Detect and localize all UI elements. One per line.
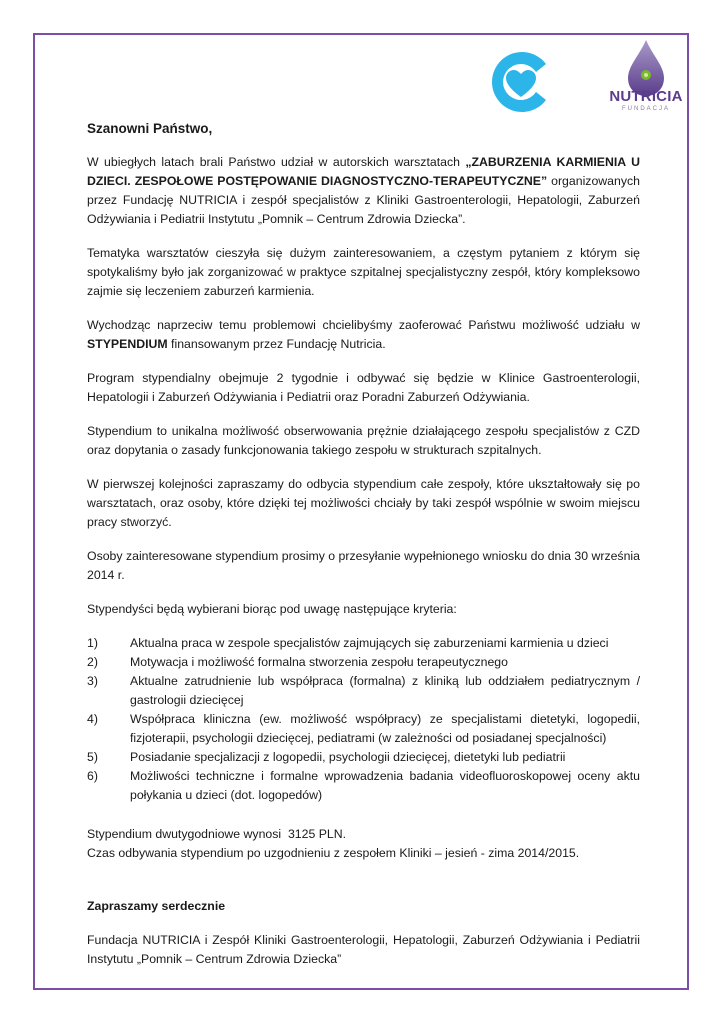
nutricia-wordmark: NUTRICIA xyxy=(609,88,683,105)
list-item: 3) Aktualne zatrudnienie lub współpraca (formalna) z kliniką lub oddziałem pediatrycznym / gastrologii dziecięcej xyxy=(87,674,640,707)
stipend-details xyxy=(87,825,640,863)
paragraph-deadline: Osoby zainteresowane stypendium prosimy o przesyłanie wypełnionego wniosku do dnia 30 września 2014 r. xyxy=(87,549,640,582)
list-item: 4) Współpraca kliniczna (ew. możliwość współpracy) ze specjalistami dietetyki, logopedii, fizjoterapii, psychologii dziecięcej, pediatrami (w zależności od posiadanej specjalności) xyxy=(87,712,640,745)
signature: Fundacja NUTRICIA i Zespół Kliniki Gastroenterologii, Hepatologii, Zaburzeń Odżywiania i Pediatrii Instytutu „Pomnik – Centrum Zdrowia Dziecka” xyxy=(87,933,640,966)
stipend-timing: Czas odbywania stypendium po uzgodnieniu z zespołem Kliniki – jesień - zima 2014/2015. xyxy=(87,846,580,860)
header-logos xyxy=(0,0,725,130)
czd-heart-logo-icon xyxy=(486,47,556,117)
paragraph-offer: Wychodząc naprzeciw temu problemowi chcielibyśmy zaoferować Państwu możliwość udziału w STYPENDIUM finansowanym przez Fundację Nutricia. xyxy=(87,318,640,351)
letter-body xyxy=(87,119,640,984)
stipend-amount: Stypendium dwutygodniowe wynosi 3125 PLN. xyxy=(87,827,347,841)
workshop-title: „ZABURZENIA KARMIENIA U DZIECI. ZESPOŁOWE POSTĘPOWANIE DIAGNOSTYCZNO-TERAPEUTYCZNE” xyxy=(87,155,640,188)
paragraph-opportunity: Stypendium to unikalna możliwość obserwowania prężnie działającego zespołu specjalistów z CZD oraz dopytania o zasady funkcjonowania takiego zespołu w strukturach szpitalnych. xyxy=(87,424,640,457)
paragraph-criteria-intro: Stypendyści będą wybierani biorąc pod uwagę następujące kryteria: xyxy=(87,602,457,616)
nutricia-subtitle: FUNDACJA xyxy=(621,106,670,112)
list-item: 6) Możliwości techniczne i formalne wprowadzenia badania videofluoroskopowej oceny aktu połykania u dzieci (dot. logopedów) xyxy=(87,769,640,802)
list-item: 5) Posiadanie specjalizacji z logopedii, psychologii dziecięcej, dietetyki lub pediatrii xyxy=(87,750,566,764)
paragraph-priority: W pierwszej kolejności zapraszamy do odbycia stypendium całe zespoły, które ukształtowały się po warsztatach, oraz osoby, które dzięki tej możliwości chciały by taki zespół wspólnie w swoim miejscu pracy stworzyć. xyxy=(87,477,640,529)
list-item: 2) Motywacja i możliwość formalna stworzenia zespołu terapeutycznego xyxy=(87,655,508,669)
criteria-list xyxy=(87,634,640,805)
list-item: 1) Aktualna praca w zespole specjalistów zajmujących się zaburzeniami karmienia u dzieci xyxy=(87,636,609,650)
stipend-keyword: STYPENDIUM xyxy=(87,337,168,351)
paragraph-workshops: W ubiegłych latach brali Państwo udział w autorskich warsztatach „ZABURZENIA KARMIENIA U DZIECI. ZESPOŁOWE POSTĘPOWANIE DIAGNOSTYCZNO-TERAPEUTYCZNE” organizowanych przez Fundację NUTRICIA i zespół specjalistów z Kliniki Gastroenterologii, Hepatologii, Zaburzeń Odżywiania i Pediatrii Instytutu „Pomnik – Centrum Zdrowia Dziecka”. xyxy=(87,155,640,226)
closing-line: Zapraszamy serdecznie xyxy=(87,899,226,913)
greeting: Szanowni Państwo, xyxy=(87,121,213,136)
paragraph-program: Program stypendialny obejmuje 2 tygodnie i odbywać się będzie w Klinice Gastroenterologii, Hepatologii i Zaburzeń Odżywiania i Pediatrii oraz Poradni Zaburzeń Odżywiania. xyxy=(87,371,640,404)
paragraph-interest: Tematyka warsztatów cieszyła się dużym zainteresowaniem, a częstym pytaniem z którym się spotykaliśmy było jak zorganizować w praktyce szpitalnej specjalistyczny zespół, który kompleksowo zajmie się leczeniem zaburzeń karmienia. xyxy=(87,246,640,298)
